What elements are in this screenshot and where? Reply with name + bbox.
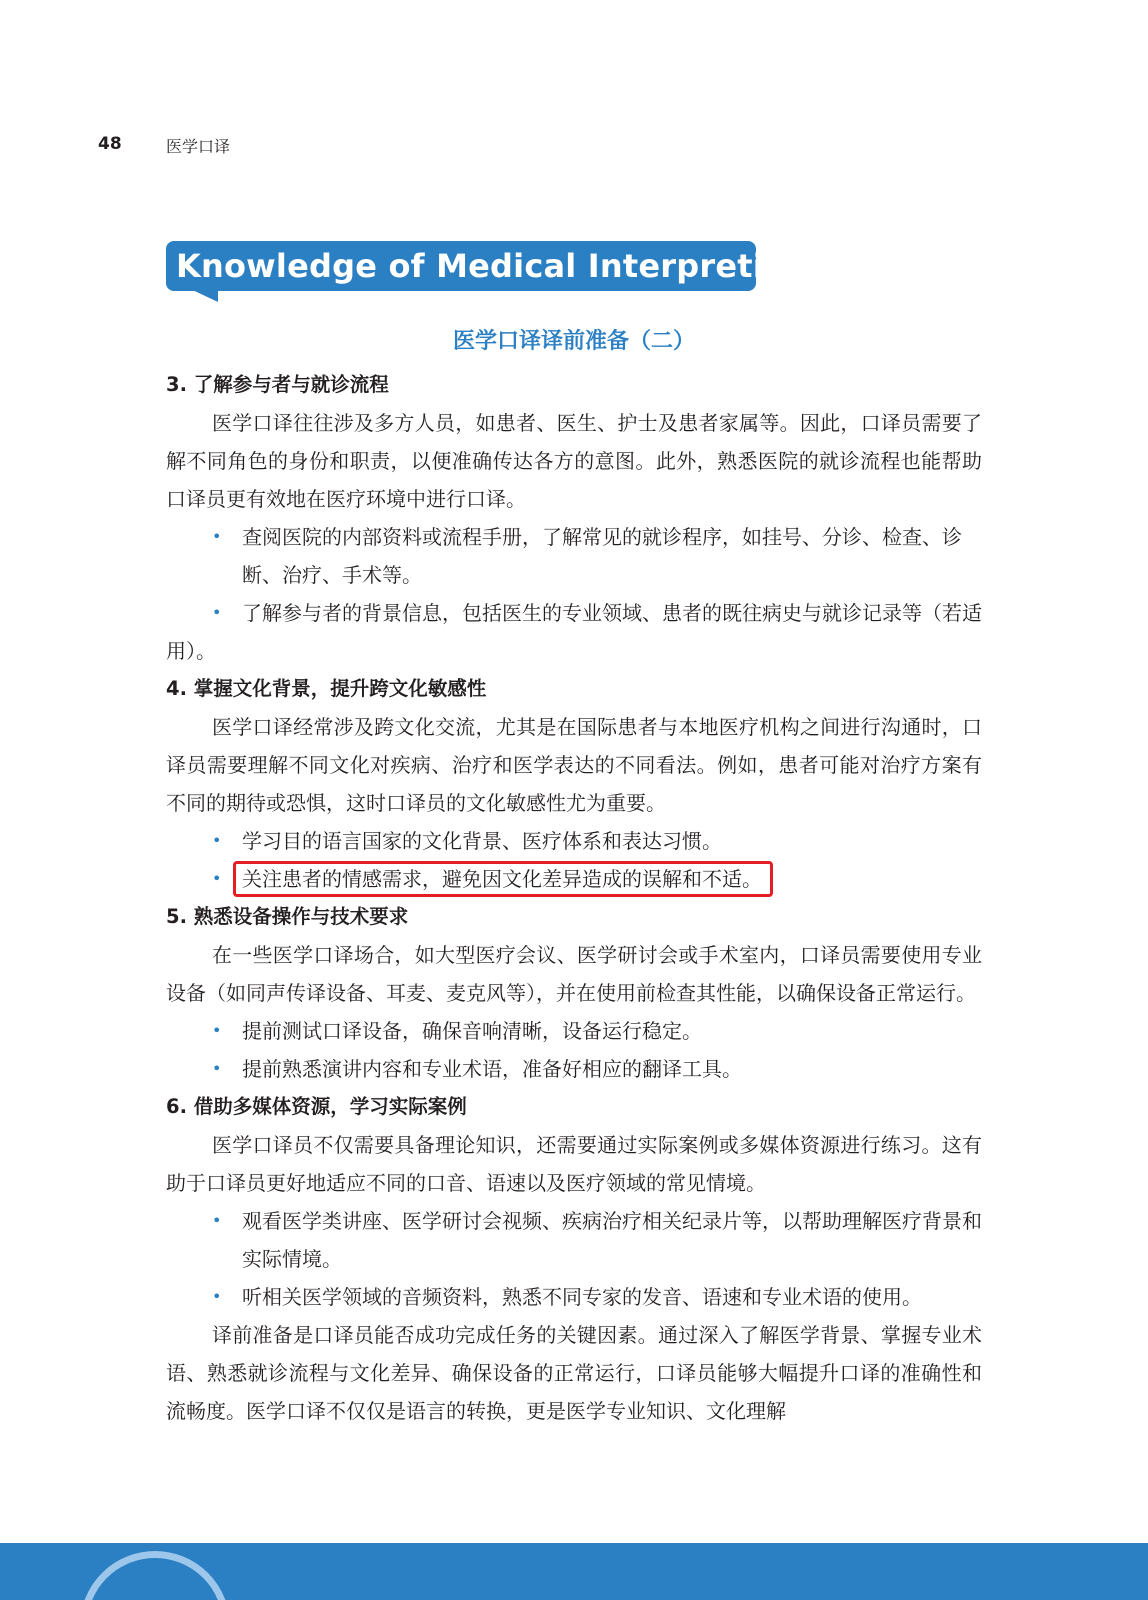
list-item — [166, 822, 982, 860]
list-item-text: 观看医学类讲座、医学研讨会视频、疾病治疗相关纪录片等，以帮助理解医疗背景和实际情境。 — [242, 1209, 982, 1271]
highlight-box: 关注患者的情感需求，避免因文化差异造成的误解和不适。 — [233, 861, 773, 897]
list-item-text: 了解参与者的背景信息，包括医生的专业领域、患者的既往病史与就诊记录等（若适用）。 — [166, 601, 982, 663]
section-heading: 3. 了解参与者与就诊流程 — [166, 373, 389, 396]
closing-paragraph: 译前准备是口译员能否成功完成任务的关键因素。通过深入了解医学背景、掌握专业术语、熟悉就诊流程与文化差异、确保设备的正常运行，口译员能够大幅提升口译的准确性和流畅度。医学口译不仅仅是语言的转换，更是医学专业知识、文化理解 — [166, 1323, 982, 1423]
footer-circle-decoration — [80, 1551, 230, 1600]
paragraph: 在一些医学口译场合，如大型医疗会议、医学研讨会或手术室内，口译员需要使用专业设备（如同声传译设备、耳麦、麦克风等），并在使用前检查其性能，以确保设备正常运行。 — [166, 943, 982, 1005]
section-heading: 4. 掌握文化背景，提升跨文化敏感性 — [166, 677, 487, 700]
body-content — [166, 366, 982, 1430]
list-item — [166, 1278, 982, 1316]
bullet-icon: • — [212, 831, 222, 850]
list-item-text: 提前熟悉演讲内容和专业术语，准备好相应的翻译工具。 — [242, 1057, 742, 1081]
list-item-highlighted — [166, 860, 982, 898]
section-title: 医学口译译前准备（二） — [452, 329, 695, 354]
section-heading: 6. 借助多媒体资源，学习实际案例 — [166, 1095, 467, 1118]
running-head: 医学口译 — [166, 137, 231, 156]
bullet-icon: • — [212, 527, 222, 546]
bullet-icon: • — [212, 1021, 222, 1040]
paragraph: 医学口译员不仅需要具备理论知识，还需要通过实际案例或多媒体资源进行练习。这有助于口译员更好地适应不同的口音、语速以及医疗领域的常见情境。 — [166, 1133, 982, 1195]
list-item — [166, 518, 982, 594]
list-item-text: 提前测试口译设备，确保音响清晰，设备运行稳定。 — [242, 1019, 702, 1043]
banner-title: Knowledge of Medical Interpreting — [176, 247, 811, 285]
paragraph: 医学口译往往涉及多方人员，如患者、医生、护士及患者家属等。因此，口译员需要了解不同角色的身份和职责，以便准确传达各方的意图。此外，熟悉医院的就诊流程也能帮助口译员更有效地在医疗环境中进行口译。 — [166, 411, 982, 511]
bullet-icon: • — [212, 1287, 222, 1306]
bullet-icon: • — [212, 1059, 222, 1078]
page-number: 48 — [98, 134, 122, 154]
bullet-icon: • — [212, 603, 222, 622]
bullet-icon: • — [212, 1211, 222, 1230]
bullet-icon: • — [212, 869, 222, 888]
list-item-text: 学习目的语言国家的文化背景、医疗体系和表达习惯。 — [242, 829, 722, 853]
list-item-text: 查阅医院的内部资料或流程手册，了解常见的就诊程序，如挂号、分诊、检查、诊断、治疗、手术等。 — [242, 525, 962, 587]
list-item — [166, 594, 982, 670]
list-item-text: 听相关医学领域的音频资料，熟悉不同专家的发音、语速和专业术语的使用。 — [242, 1285, 922, 1309]
list-item — [166, 1050, 982, 1088]
paragraph: 医学口译经常涉及跨文化交流，尤其是在国际患者与本地医疗机构之间进行沟通时，口译员需要理解不同文化对疾病、治疗和医学表达的不同看法。例如，患者可能对治疗方案有不同的期待或恐惧，这时口译员的文化敏感性尤为重要。 — [166, 715, 982, 815]
section-heading: 5. 熟悉设备操作与技术要求 — [166, 905, 409, 928]
list-item — [166, 1202, 982, 1278]
list-item — [166, 1012, 982, 1050]
footer-band — [0, 1543, 1148, 1600]
